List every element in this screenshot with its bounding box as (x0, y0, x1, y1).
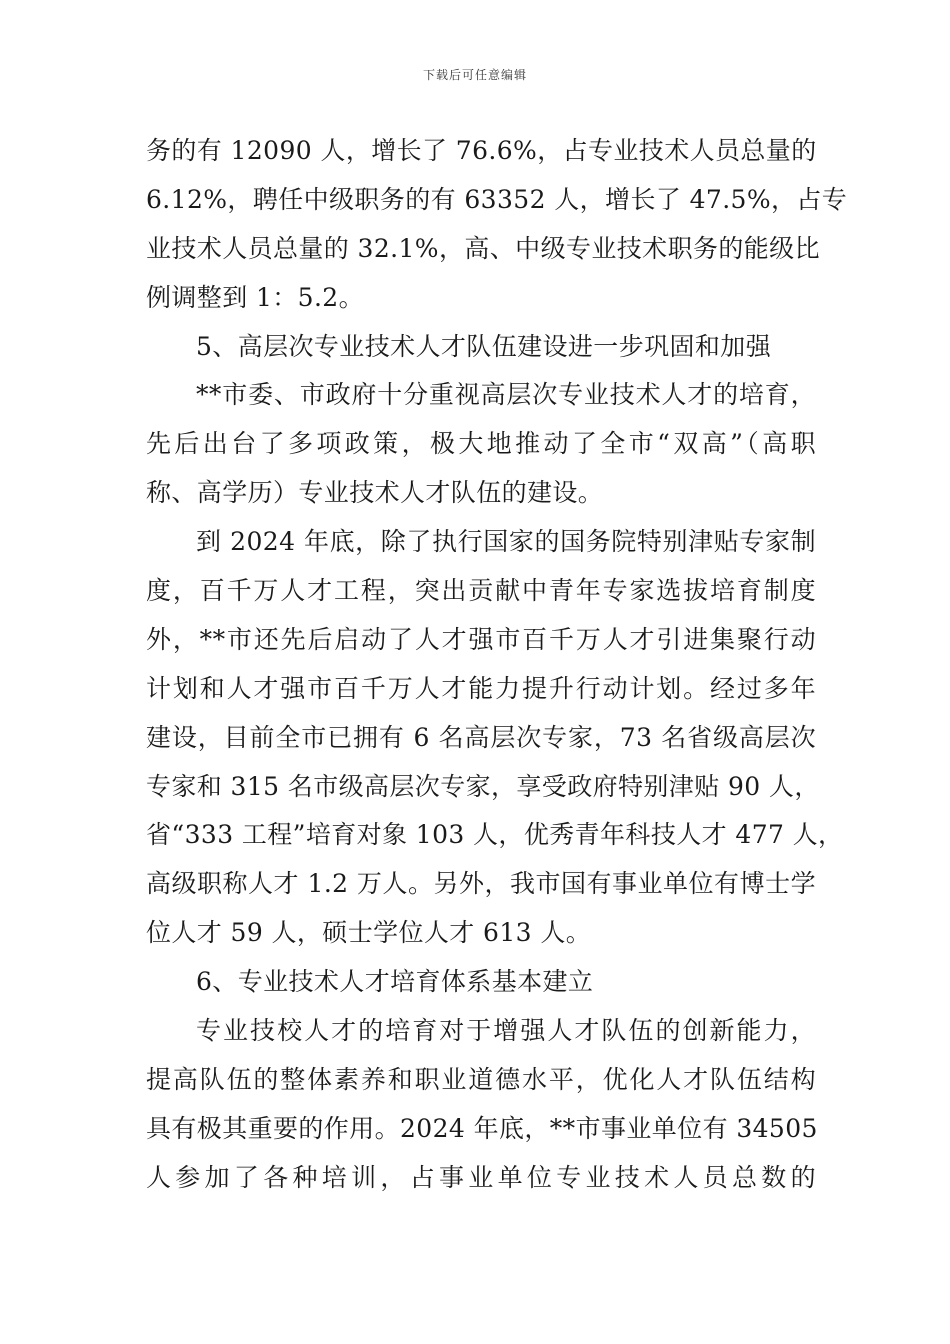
text-line: 到 2024 年底，除了执行国家的国务院特别津贴专家制 (196, 527, 816, 557)
text-line: 例调整到 1：5.2。 (146, 282, 365, 312)
text-line: 省“333 工程”培育对象 103 人，优秀青年科技人才 477 人， (146, 820, 844, 850)
document-body (146, 127, 848, 1203)
text-line: 外，**市还先后启动了人才强市百千万人才引进集聚行动 (146, 624, 816, 654)
text-line: 业技术人员总量的 32.1%，高、中级专业技术职务的能级比 (146, 233, 820, 263)
page-header: 下载后可任意编辑 (422, 68, 527, 82)
text-line: 称、高学历）专业技术人才队伍的建设。 (146, 478, 604, 508)
text-line: 建设，目前全市已拥有 6 名高层次专家，73 名省级高层次 (146, 722, 816, 752)
text-line: **市委、市政府十分重视高层次专业技术人才的培育， (196, 380, 816, 410)
text-line: 专家和 315 名市级高层次专家，享受政府特别津贴 90 人， (146, 771, 820, 801)
text-line: 具有极其重要的作用。2024 年底，**市事业单位有 34505 (146, 1113, 818, 1143)
text-line: 务的有 12090 人，增长了 76.6%，占专业技术人员总量的 (146, 136, 817, 165)
text-line: 人参加了各种培训，占事业单位专业技术人员总数的 (146, 1162, 816, 1192)
text-line: 位人才 59 人，硕士学位人才 613 人。 (146, 918, 592, 948)
text-line: 高级职称人才 1.2 万人。另外，我市国有事业单位有博士学 (146, 869, 816, 899)
text-line: 计划和人才强市百千万人才能力提升行动计划。经过多年 (146, 673, 816, 703)
text-line: 先后出台了多项政策，极大地推动了全市“双高”（高职 (146, 429, 816, 459)
section-heading: 6、专业技术人才培育体系基本建立 (196, 967, 594, 997)
text-line: 度，百千万人才工程，突出贡献中青年专家选拔培育制度 (146, 576, 816, 606)
section-heading: 5、高层次专业技术人才队伍建设进一步巩固和加强 (196, 331, 772, 361)
text-line: 6.12%，聘任中级职务的有 63352 人，增长了 47.5%，占专 (146, 184, 848, 214)
text-line: 专业技校人才的培育对于增强人才队伍的创新能力， (196, 1016, 816, 1046)
text-line: 提高队伍的整体素养和职业道德水平，优化人才队伍结构 (146, 1064, 816, 1094)
